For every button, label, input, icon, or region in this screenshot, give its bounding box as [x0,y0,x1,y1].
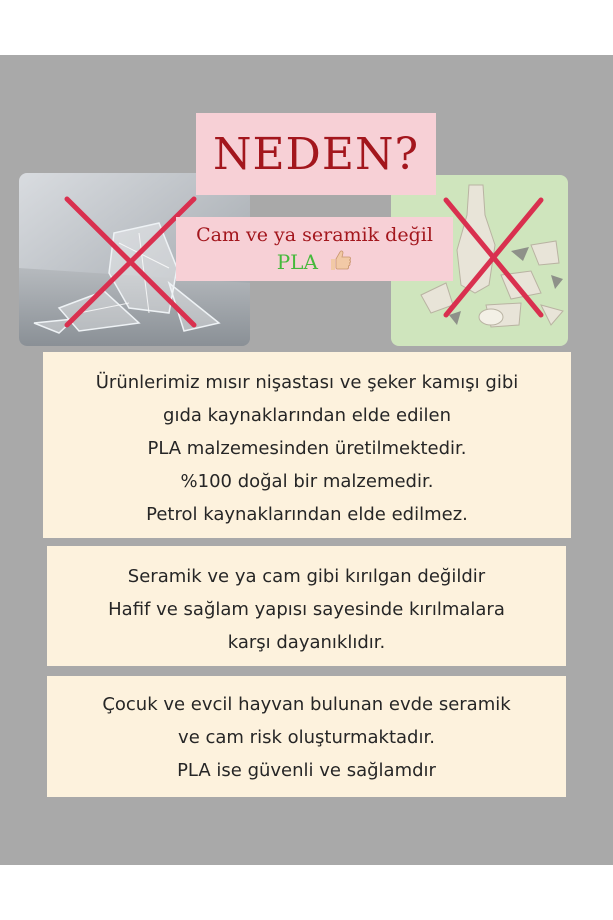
info-line: Çocuk ve evcil hayvan bulunan evde seramik [102,694,511,715]
info-line: %100 doğal bir malzemedir. [180,471,434,492]
info-line: Ürünlerimiz mısır nişastası ve şeker kamışı gibi [95,372,519,393]
info-line: Hafif ve sağlam yapısı sayesinde kırılmalara [108,599,505,620]
page-title: NEDEN? [212,128,420,180]
info-box-durability [47,546,566,666]
info-box-safety [47,676,566,797]
info-line: Petrol kaynaklarından elde edilmez. [146,504,468,525]
thumbs-up-icon [328,249,352,278]
subtitle-line: Cam ve ya seramik değil [196,224,433,246]
pla-label: PLA [276,250,318,274]
info-line: karşı dayanıklıdır. [227,632,386,653]
info-line: PLA ise güvenli ve sağlamdır [177,760,436,781]
info-line: PLA malzemesinden üretilmektedir. [147,438,467,459]
pla-label-row [176,248,453,278]
info-line: Seramik ve ya cam gibi kırılgan değildir [127,566,486,587]
info-box-material [43,352,571,538]
subtitle-banner [176,217,453,281]
info-line: ve cam risk oluşturmaktadır. [178,727,435,748]
title-banner [196,113,436,195]
info-line: gıda kaynaklarından elde edilen [163,405,451,426]
